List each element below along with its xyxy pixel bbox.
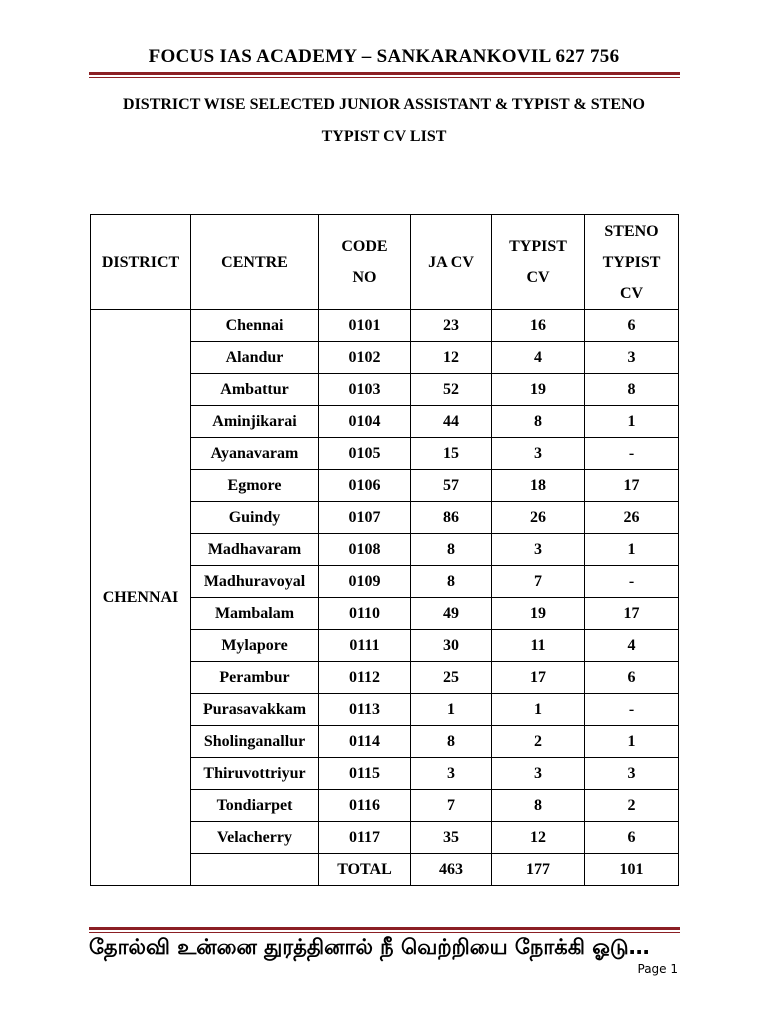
ja-cv-cell: 3 bbox=[411, 758, 492, 790]
centre-cell: Ambattur bbox=[191, 374, 319, 406]
centre-cell: Guindy bbox=[191, 502, 319, 534]
code-cell: 0105 bbox=[319, 438, 411, 470]
col-header-steno-typist-cv bbox=[585, 215, 679, 310]
typist-cv-cell: 3 bbox=[492, 534, 585, 566]
header-line: NO bbox=[352, 269, 377, 286]
centre-cell: Thiruvottriyur bbox=[191, 758, 319, 790]
code-cell: 0111 bbox=[319, 630, 411, 662]
code-cell: 0112 bbox=[319, 662, 411, 694]
steno-cv-cell: 17 bbox=[585, 598, 679, 630]
page-title: FOCUS IAS ACADEMY – SANKARANKOVIL 627 756 bbox=[148, 46, 620, 67]
code-cell: 0113 bbox=[319, 694, 411, 726]
page-number: Page 1 bbox=[637, 962, 678, 976]
total-ja-cell: 463 bbox=[411, 854, 492, 886]
typist-cv-cell: 7 bbox=[492, 566, 585, 598]
steno-cv-cell: 6 bbox=[585, 822, 679, 854]
steno-cv-cell: 1 bbox=[585, 406, 679, 438]
centre-cell: Madhavaram bbox=[191, 534, 319, 566]
steno-cv-cell: 8 bbox=[585, 374, 679, 406]
centre-cell: Mambalam bbox=[191, 598, 319, 630]
ja-cv-cell: 86 bbox=[411, 502, 492, 534]
steno-cv-cell: 6 bbox=[585, 662, 679, 694]
ja-cv-cell: 25 bbox=[411, 662, 492, 694]
typist-cv-cell: 16 bbox=[492, 310, 585, 342]
centre-cell: Mylapore bbox=[191, 630, 319, 662]
steno-cv-cell: 1 bbox=[585, 534, 679, 566]
centre-cell: Purasavakkam bbox=[191, 694, 319, 726]
col-header-centre bbox=[191, 215, 319, 310]
typist-cv-cell: 8 bbox=[492, 790, 585, 822]
total-steno-cell: 101 bbox=[585, 854, 679, 886]
ja-cv-cell: 57 bbox=[411, 470, 492, 502]
typist-cv-cell: 19 bbox=[492, 374, 585, 406]
footer-motto: தோல்வி உன்னை துரத்தினால் நீ வெற்றியை நோக்கி ஓடு… bbox=[89, 935, 650, 959]
ja-cv-cell: 15 bbox=[411, 438, 492, 470]
col-header-district bbox=[91, 215, 191, 310]
typist-cv-cell: 19 bbox=[492, 598, 585, 630]
typist-cv-cell: 1 bbox=[492, 694, 585, 726]
code-cell: 0106 bbox=[319, 470, 411, 502]
steno-cv-cell: - bbox=[585, 694, 679, 726]
typist-cv-cell: 8 bbox=[492, 406, 585, 438]
total-blank-cell bbox=[191, 854, 319, 886]
steno-cv-cell: 3 bbox=[585, 342, 679, 374]
code-cell: 0103 bbox=[319, 374, 411, 406]
typist-cv-cell: 11 bbox=[492, 630, 585, 662]
typist-cv-cell: 3 bbox=[492, 758, 585, 790]
footer-rule-thin bbox=[89, 932, 680, 933]
centre-cell: Aminjikarai bbox=[191, 406, 319, 438]
steno-cv-cell: 1 bbox=[585, 726, 679, 758]
steno-cv-cell: 6 bbox=[585, 310, 679, 342]
typist-cv-cell: 12 bbox=[492, 822, 585, 854]
col-header-typist-cv bbox=[492, 215, 585, 310]
cv-table bbox=[90, 214, 679, 886]
centre-cell: Velacherry bbox=[191, 822, 319, 854]
code-cell: 0115 bbox=[319, 758, 411, 790]
steno-cv-cell: 4 bbox=[585, 630, 679, 662]
typist-cv-cell: 2 bbox=[492, 726, 585, 758]
steno-cv-cell: 17 bbox=[585, 470, 679, 502]
header-line: JA CV bbox=[428, 253, 474, 271]
centre-cell: Madhuravoyal bbox=[191, 566, 319, 598]
header-line: CV bbox=[619, 284, 644, 302]
ja-cv-cell: 30 bbox=[411, 630, 492, 662]
steno-cv-cell: 3 bbox=[585, 758, 679, 790]
code-cell: 0117 bbox=[319, 822, 411, 854]
ja-cv-cell: 23 bbox=[411, 310, 492, 342]
header-line: TYPIST bbox=[509, 238, 567, 255]
typist-cv-cell: 26 bbox=[492, 502, 585, 534]
table-row bbox=[91, 310, 679, 342]
typist-cv-cell: 3 bbox=[492, 438, 585, 470]
centre-cell: Tondiarpet bbox=[191, 790, 319, 822]
steno-cv-cell: 2 bbox=[585, 790, 679, 822]
total-label-cell: TOTAL bbox=[319, 854, 411, 886]
ja-cv-cell: 1 bbox=[411, 694, 492, 726]
header-rule-thick bbox=[89, 72, 680, 75]
centre-cell: Ayanavaram bbox=[191, 438, 319, 470]
header-line: STENO bbox=[604, 222, 659, 240]
ja-cv-cell: 35 bbox=[411, 822, 492, 854]
table-body bbox=[91, 310, 679, 886]
district-cell: CHENNAI bbox=[91, 310, 191, 886]
ja-cv-cell: 8 bbox=[411, 566, 492, 598]
typist-cv-cell: 4 bbox=[492, 342, 585, 374]
steno-cv-cell: 26 bbox=[585, 502, 679, 534]
code-cell: 0109 bbox=[319, 566, 411, 598]
header-line: DISTRICT bbox=[101, 253, 180, 271]
ja-cv-cell: 52 bbox=[411, 374, 492, 406]
code-cell: 0107 bbox=[319, 502, 411, 534]
centre-cell: Chennai bbox=[191, 310, 319, 342]
steno-cv-cell: - bbox=[585, 566, 679, 598]
code-cell: 0104 bbox=[319, 406, 411, 438]
header-line: CV bbox=[526, 269, 550, 286]
total-typist-cell: 177 bbox=[492, 854, 585, 886]
footer-rule-thick bbox=[89, 927, 680, 930]
typist-cv-cell: 17 bbox=[492, 662, 585, 694]
typist-cv-cell: 18 bbox=[492, 470, 585, 502]
code-cell: 0116 bbox=[319, 790, 411, 822]
code-cell: 0102 bbox=[319, 342, 411, 374]
header-rule-thin bbox=[89, 77, 680, 78]
ja-cv-cell: 8 bbox=[411, 534, 492, 566]
col-header-ja-cv bbox=[411, 215, 492, 310]
header-line: CODE bbox=[341, 238, 388, 255]
header-line: TYPIST bbox=[602, 253, 661, 271]
centre-cell: Perambur bbox=[191, 662, 319, 694]
code-cell: 0108 bbox=[319, 534, 411, 566]
centre-cell: Alandur bbox=[191, 342, 319, 374]
centre-cell: Sholinganallur bbox=[191, 726, 319, 758]
code-cell: 0101 bbox=[319, 310, 411, 342]
table-header-row bbox=[91, 215, 679, 310]
steno-cv-cell: - bbox=[585, 438, 679, 470]
subtitle-line-1: DISTRICT WISE SELECTED JUNIOR ASSISTANT & TYPIST & STENO bbox=[123, 96, 645, 113]
code-cell: 0114 bbox=[319, 726, 411, 758]
subtitle-line-2: TYPIST CV LIST bbox=[321, 128, 447, 145]
code-cell: 0110 bbox=[319, 598, 411, 630]
header-line: CENTRE bbox=[221, 253, 288, 271]
col-header-code bbox=[319, 215, 411, 310]
ja-cv-cell: 7 bbox=[411, 790, 492, 822]
centre-cell: Egmore bbox=[191, 470, 319, 502]
ja-cv-cell: 12 bbox=[411, 342, 492, 374]
ja-cv-cell: 8 bbox=[411, 726, 492, 758]
ja-cv-cell: 49 bbox=[411, 598, 492, 630]
ja-cv-cell: 44 bbox=[411, 406, 492, 438]
